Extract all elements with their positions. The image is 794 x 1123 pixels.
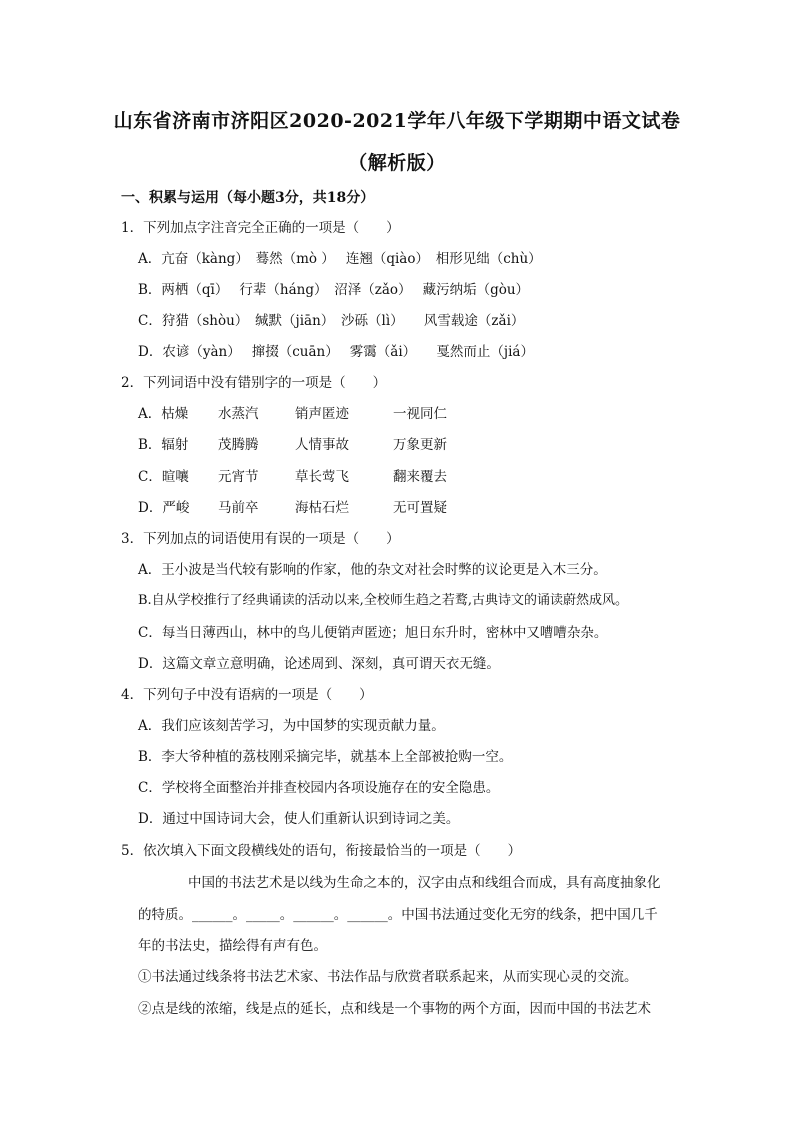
- q2-b-word-2: 茂腾腾: [218, 437, 259, 453]
- q5-stem: 5．依次填入下面文段横线处的语句，衔接最恰当的一项是（ ）: [121, 843, 522, 859]
- q5-item-1: ①书法通过线条将书法艺术家、书法作品与欣赏者联系起来，从而实现心灵的交流。: [138, 969, 638, 985]
- q2-d-word-2: 马前卒: [218, 500, 259, 516]
- q2-stem: 2．下列词语中没有错别字的一项是（ ）: [121, 375, 387, 391]
- q5-passage-line-1: 中国的书法艺术是以线为生命之本的，汉字由点和线组合而成，具有高度抽象化: [188, 875, 661, 891]
- q3-option-c: C．每当日薄西山，林中的鸟儿便销声匿迹；旭日东升时，密林中又嘈嘈杂杂。: [138, 625, 608, 641]
- q4-option-b: B．李大爷种植的荔枝刚采摘完毕，就基本上全部被抢购一空。: [138, 749, 513, 765]
- q3-stem: 3．下列加点的词语使用有误的一项是（ ）: [121, 531, 400, 547]
- q2-d-word-1: D．严峻: [138, 500, 190, 516]
- q1-stem: 1．下列加点字注音完全正确的一项是（ ）: [121, 220, 400, 236]
- q1-option-d: D．农谚（yàn） 撺掇（cuān） 雾霭（ǎi） 戛然而止（jiá）: [138, 344, 534, 360]
- q2-a-word-4: 一视同仁: [393, 406, 447, 422]
- section-heading: 一、积累与运用（每小题3分，共18分）: [121, 190, 375, 206]
- q2-c-word-4: 翻来覆去: [393, 469, 447, 485]
- q4-option-a: A．我们应该刻苦学习，为中国梦的实现贡献力量。: [138, 718, 445, 734]
- q4-option-c: C．学校将全面整治并排查校园内各项设施存在的安全隐患。: [138, 780, 500, 796]
- q1-option-b: B．两栖（qī） 行辈（háng） 沼泽（zǎo） 藏污纳垢（gòu）: [138, 282, 530, 298]
- q2-b-word-1: B．辐射: [138, 437, 189, 453]
- doc-subtitle: （解析版）: [348, 152, 446, 174]
- q5-item-2: ②点是线的浓缩，线是点的延长，点和线是一个事物的两个方面，因而中国的书法艺术: [138, 1001, 651, 1017]
- doc-title: 山东省济南市济阳区2020-2021学年八年级下学期期中语文试卷: [113, 110, 681, 132]
- q1-option-a: A．亢奋（kàng） 蓦然（mò ） 连翘（qiào） 相形见绌（chù）: [138, 251, 542, 267]
- q2-a-word-3: 销声匿迹: [295, 406, 349, 422]
- q4-option-d: D．通过中国诗词大会，使人们重新认识到诗词之美。: [138, 811, 460, 827]
- q2-d-word-4: 无可置疑: [393, 500, 447, 516]
- q3-option-d: D．这篇文章立意明确，论述周到、深刻，真可谓天衣无缝。: [138, 656, 500, 672]
- q2-c-word-3: 草长莺飞: [295, 469, 349, 485]
- q2-c-word-2: 元宵节: [218, 469, 259, 485]
- q1-option-c: C．狩猎（shòu） 缄默（jiān） 沙砾（lì） 风雪载途（zǎi）: [138, 313, 525, 329]
- q2-a-word-2: 水蒸汽: [218, 406, 259, 422]
- q5-passage-line-2: 的特质。______。_____。______。______。中国书法通过变化无穷的线条，把中国几千: [138, 907, 658, 923]
- q3-option-b: B.自从学校推行了经典诵读的活动以来,全校师生趋之若鹜,古典诗文的诵读蔚然成风。: [138, 593, 628, 608]
- q3-option-a: A．王小波是当代较有影响的作家，他的杂文对社会时弊的议论更是入木三分。: [138, 562, 607, 578]
- q2-d-word-3: 海枯石烂: [295, 500, 349, 516]
- q2-b-word-4: 万象更新: [393, 437, 447, 453]
- q2-c-word-1: C．暄嚷: [138, 469, 189, 485]
- q4-stem: 4．下列句子中没有语病的一项是（ ）: [121, 687, 373, 703]
- q2-b-word-3: 人情事故: [295, 437, 349, 453]
- q2-a-word-1: A．枯燥: [138, 406, 189, 422]
- q5-passage-line-3: 年的书法史，描绘得有声有色。: [138, 938, 327, 954]
